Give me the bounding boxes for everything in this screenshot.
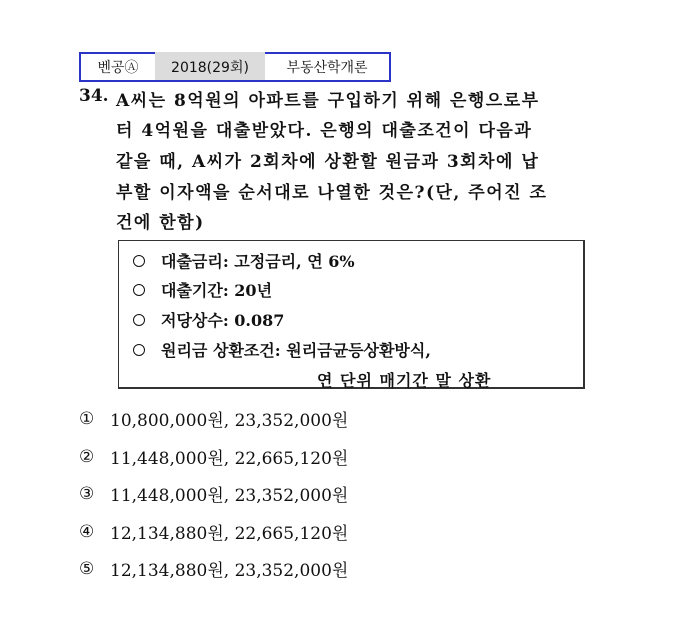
condition-continuation: 연 단위 매기간 말 상환 bbox=[317, 371, 492, 390]
question-line: 건에 한함) bbox=[116, 213, 205, 233]
choice-text: 12,134,880원, 23,352,000원 bbox=[110, 561, 349, 581]
question-line: 터 4억원을 대출받았다. 은행의 대출조건이 다음과 bbox=[116, 121, 533, 141]
condition-item bbox=[133, 249, 355, 272]
answer-choice-3[interactable] bbox=[79, 481, 348, 506]
subject-title: 부동산학개론 bbox=[265, 52, 391, 80]
answer-choice-1[interactable] bbox=[79, 406, 348, 431]
answer-choice-5[interactable] bbox=[79, 556, 348, 581]
condition-text: 대출금리: 고정금리, 연 6% bbox=[161, 252, 355, 271]
bullet-circle-icon bbox=[133, 255, 145, 267]
condition-text: 원리금 상환조건: 원리금균등상환방식, bbox=[161, 341, 431, 360]
condition-item bbox=[133, 308, 284, 331]
choice-number: ② bbox=[79, 446, 95, 467]
conditions-box bbox=[118, 240, 585, 389]
choice-number: ① bbox=[79, 408, 95, 429]
choice-text: 11,448,000원, 22,665,120원 bbox=[110, 449, 349, 469]
choice-text: 11,448,000원, 23,352,000원 bbox=[110, 486, 349, 506]
question-line: 같을 때, A씨가 2회차에 상환할 원금과 3회차에 납 bbox=[116, 152, 540, 172]
question-line: 부할 이자액을 순서대로 나열한 것은?(단, 주어진 조 bbox=[116, 183, 548, 203]
choice-text: 10,800,000원, 23,352,000원 bbox=[110, 411, 349, 431]
bullet-circle-icon bbox=[133, 314, 145, 326]
exam-header bbox=[79, 52, 391, 82]
condition-item bbox=[133, 278, 272, 301]
subject-code: 벤공Ⓐ bbox=[81, 52, 155, 80]
choice-text: 12,134,880원, 22,665,120원 bbox=[110, 524, 349, 544]
question-line: A씨는 8억원의 아파트를 구입하기 위해 은행으로부 bbox=[116, 91, 540, 111]
answer-choice-2[interactable] bbox=[79, 444, 348, 469]
condition-item bbox=[133, 338, 431, 361]
exam-session: 2018(29회) bbox=[155, 52, 265, 80]
choice-number: ③ bbox=[79, 483, 95, 504]
choice-number: ④ bbox=[79, 521, 95, 542]
question-number: 34. bbox=[79, 86, 109, 106]
answer-choice-4[interactable] bbox=[79, 519, 348, 544]
bullet-circle-icon bbox=[133, 284, 145, 296]
condition-text: 저당상수: 0.087 bbox=[161, 311, 285, 330]
choice-number: ⑤ bbox=[79, 558, 95, 579]
condition-text: 대출기간: 20년 bbox=[161, 281, 273, 300]
bullet-circle-icon bbox=[133, 344, 145, 356]
